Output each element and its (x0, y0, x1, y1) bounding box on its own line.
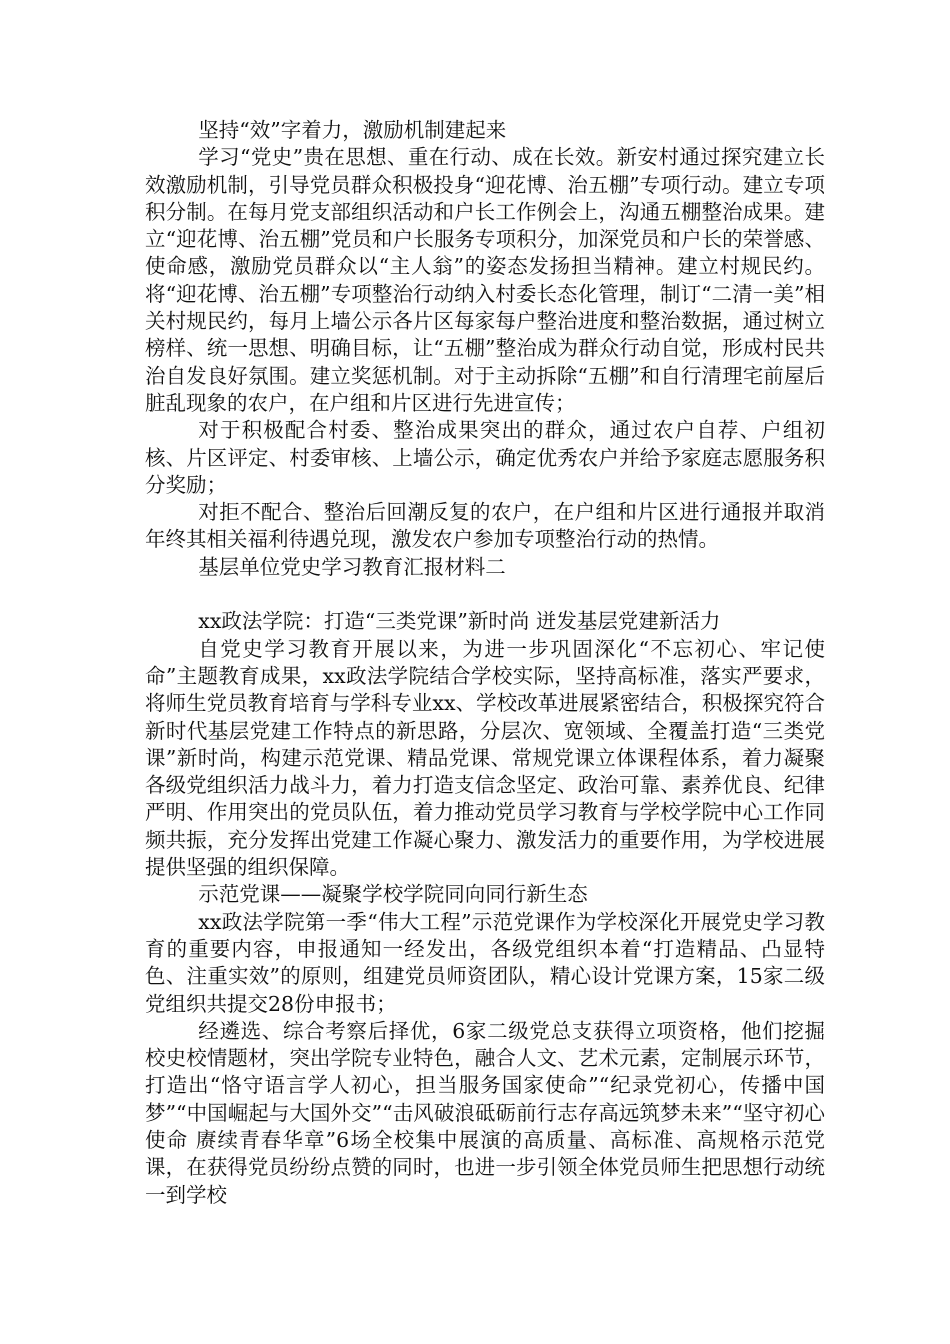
body-paragraph: 对拒不配合、整治后回潮反复的农户，在户组和片区进行通报并取消年终其相关福利待遇兑现，激发农户参加专项整治行动的热情。 (145, 500, 825, 552)
body-paragraph: 经遴选、综合考察后择优，6家二级党总支获得立项资格，他们挖掘校史校情题材，突出学院专业特色，融合人文、艺术元素，定制展示环节，打造出“恪守语言学人初心，担当服务国家使命”“纪录党初心，传播中国梦”“中国崛起与大国外交”“击风破浪砥砺前行志存高远筑梦未来”“坚守初心使命 赓续青春华章”6场全校集中展演的高质量、高标准、高规格示范党课，在获得党员纷纷点赞的同时，也进一步引领全体党员师生把思想行动统一到学校 (145, 1018, 825, 1207)
document-body (145, 117, 825, 1209)
report-title: 基层单位党史学习教育汇报材料二 (198, 554, 506, 579)
body-paragraph: xx政法学院第一季“伟大工程”示范党课作为学校深化开展党史学习教育的重要内容，申报通知一经发出，各级党组织本着“打造精品、凸显特色、注重实效”的原则，组建党员师资团队，精心设计党课方案，15家二级党组织共提交28份申报书； (145, 909, 825, 1016)
body-paragraph: 对于积极配合村委、整治成果突出的群众，通过农户自荐、户组初核、片区评定、村委审核、上墙公示，确定优秀农户并给予家庭志愿服务积分奖励； (145, 418, 825, 497)
body-paragraph: 学习“党史”贵在思想、重在行动、成在长效。新安村通过探究建立长效激励机制，引导党员群众积极投身“迎花博、治五棚”专项行动。建立专项积分制。在每月党支部组织活动和户长工作例会上，沟通五棚整治成果。建立“迎花博、治五棚”党员和户长服务专项积分，加深党员和户长的荣誉感、使命感，激励党员群众以“主人翁”的姿态发扬担当精神。建立村规民约。将“迎花博、治五棚”专项整治行动纳入村委长态化管理，制订“二清一美”相关村规民约，每月上墙公示各片区每家每户整治进度和整治数据，通过树立榜样、统一思想、明确目标，让“五棚”整治成为群众行动自觉，形成村民共治自发良好氛围。建立奖惩机制。对于主动拆除“五棚”和自行清理宅前屋后脏乱现象的农户，在户组和片区进行先进宣传； (145, 145, 825, 415)
blank-line (145, 581, 825, 608)
body-paragraph: 自党史学习教育开展以来，为进一步巩固深化“不忘初心、牢记使命”主题教育成果，xx政法学院结合学校实际，坚持高标准，落实严要求，将师生党员教育培育与学科专业xx、学校改革进展紧密结合，积极探究符合新时代基层党建工作特点的新思路，分层次、宽领域、全覆盖打造“三类党课”新时尚，构建示范党课、精品党课、常规党课立体课程体系，着力凝聚各级党组织活力战斗力，着力打造支信念坚定、政治可靠、素养优良、纪律严明、作用突出的党员队伍，着力推动党员学习教育与学校学院中心工作同频共振，充分发挥出党建工作凝心聚力、激发活力的重要作用，为学校进展提供坚强的组织保障。 (145, 636, 825, 880)
section-heading-incentive: 坚持“效”字着力，激励机制建起来 (198, 118, 507, 142)
report-subtitle: xx政法学院：打造“三类党课”新时尚 迸发基层党建新活力 (198, 609, 721, 634)
section-heading-demo-lesson: 示范党课——凝聚学校学院同向同行新生态 (198, 882, 588, 907)
